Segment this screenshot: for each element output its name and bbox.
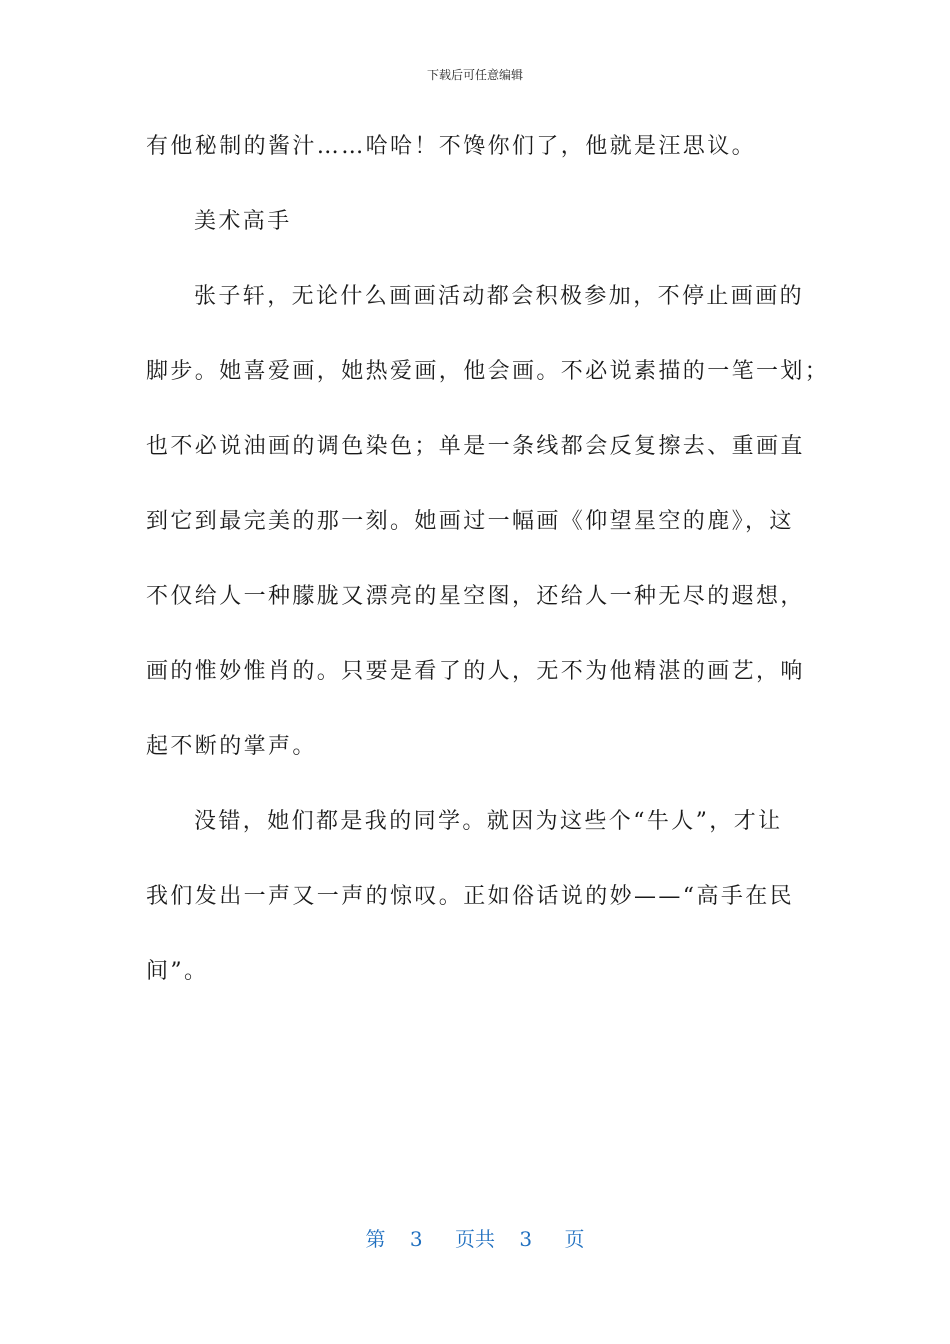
paragraph-line: 也不必说油画的调色染色；单是一条线都会反复擦去、重画直 [146,434,805,459]
paragraph-line: 有他秘制的酱汁……哈哈！不馋你们了，他就是汪思议。 [146,134,757,159]
footer-suffix: 页 [564,1227,585,1251]
section-heading: 美术高手 [194,209,292,234]
footer-middle: 页共 [455,1227,495,1251]
document-body [146,128,830,1028]
footer-prefix: 第 [365,1227,386,1251]
paragraph-line: 我们发出一声又一声的惊叹。正如俗话说的妙——“高手在民 [146,884,795,909]
total-pages-number: 3 [519,1227,533,1251]
paragraph-line: 画的惟妙惟肖的。只要是看了的人，无不为他精湛的画艺，响 [146,659,805,684]
paragraph-line: 不仅给人一种朦胧又漂亮的星空图，还给人一种无尽的遐想， [146,584,805,609]
current-page-number: 3 [409,1227,423,1251]
paragraph-line: 脚步。她喜爱画，她热爱画，他会画。不必说素描的一笔一划； [146,359,830,384]
paragraph-line: 起不断的掌声。 [146,734,317,759]
paragraph-line: 张子轩，无论什么画画活动都会积极参加，不停止画画的 [194,284,805,309]
paragraph-line: 没错，她们都是我的同学。就因为这些个“牛人”，才让 [194,809,783,834]
page-header-note: 下载后可任意编辑 [426,68,523,82]
page-number-footer [0,1226,950,1252]
paragraph-line: 间”。 [146,959,209,984]
paragraph-line: 到它到最完美的那一刻。她画过一幅画《仰望星空的鹿》，这 [146,509,794,534]
